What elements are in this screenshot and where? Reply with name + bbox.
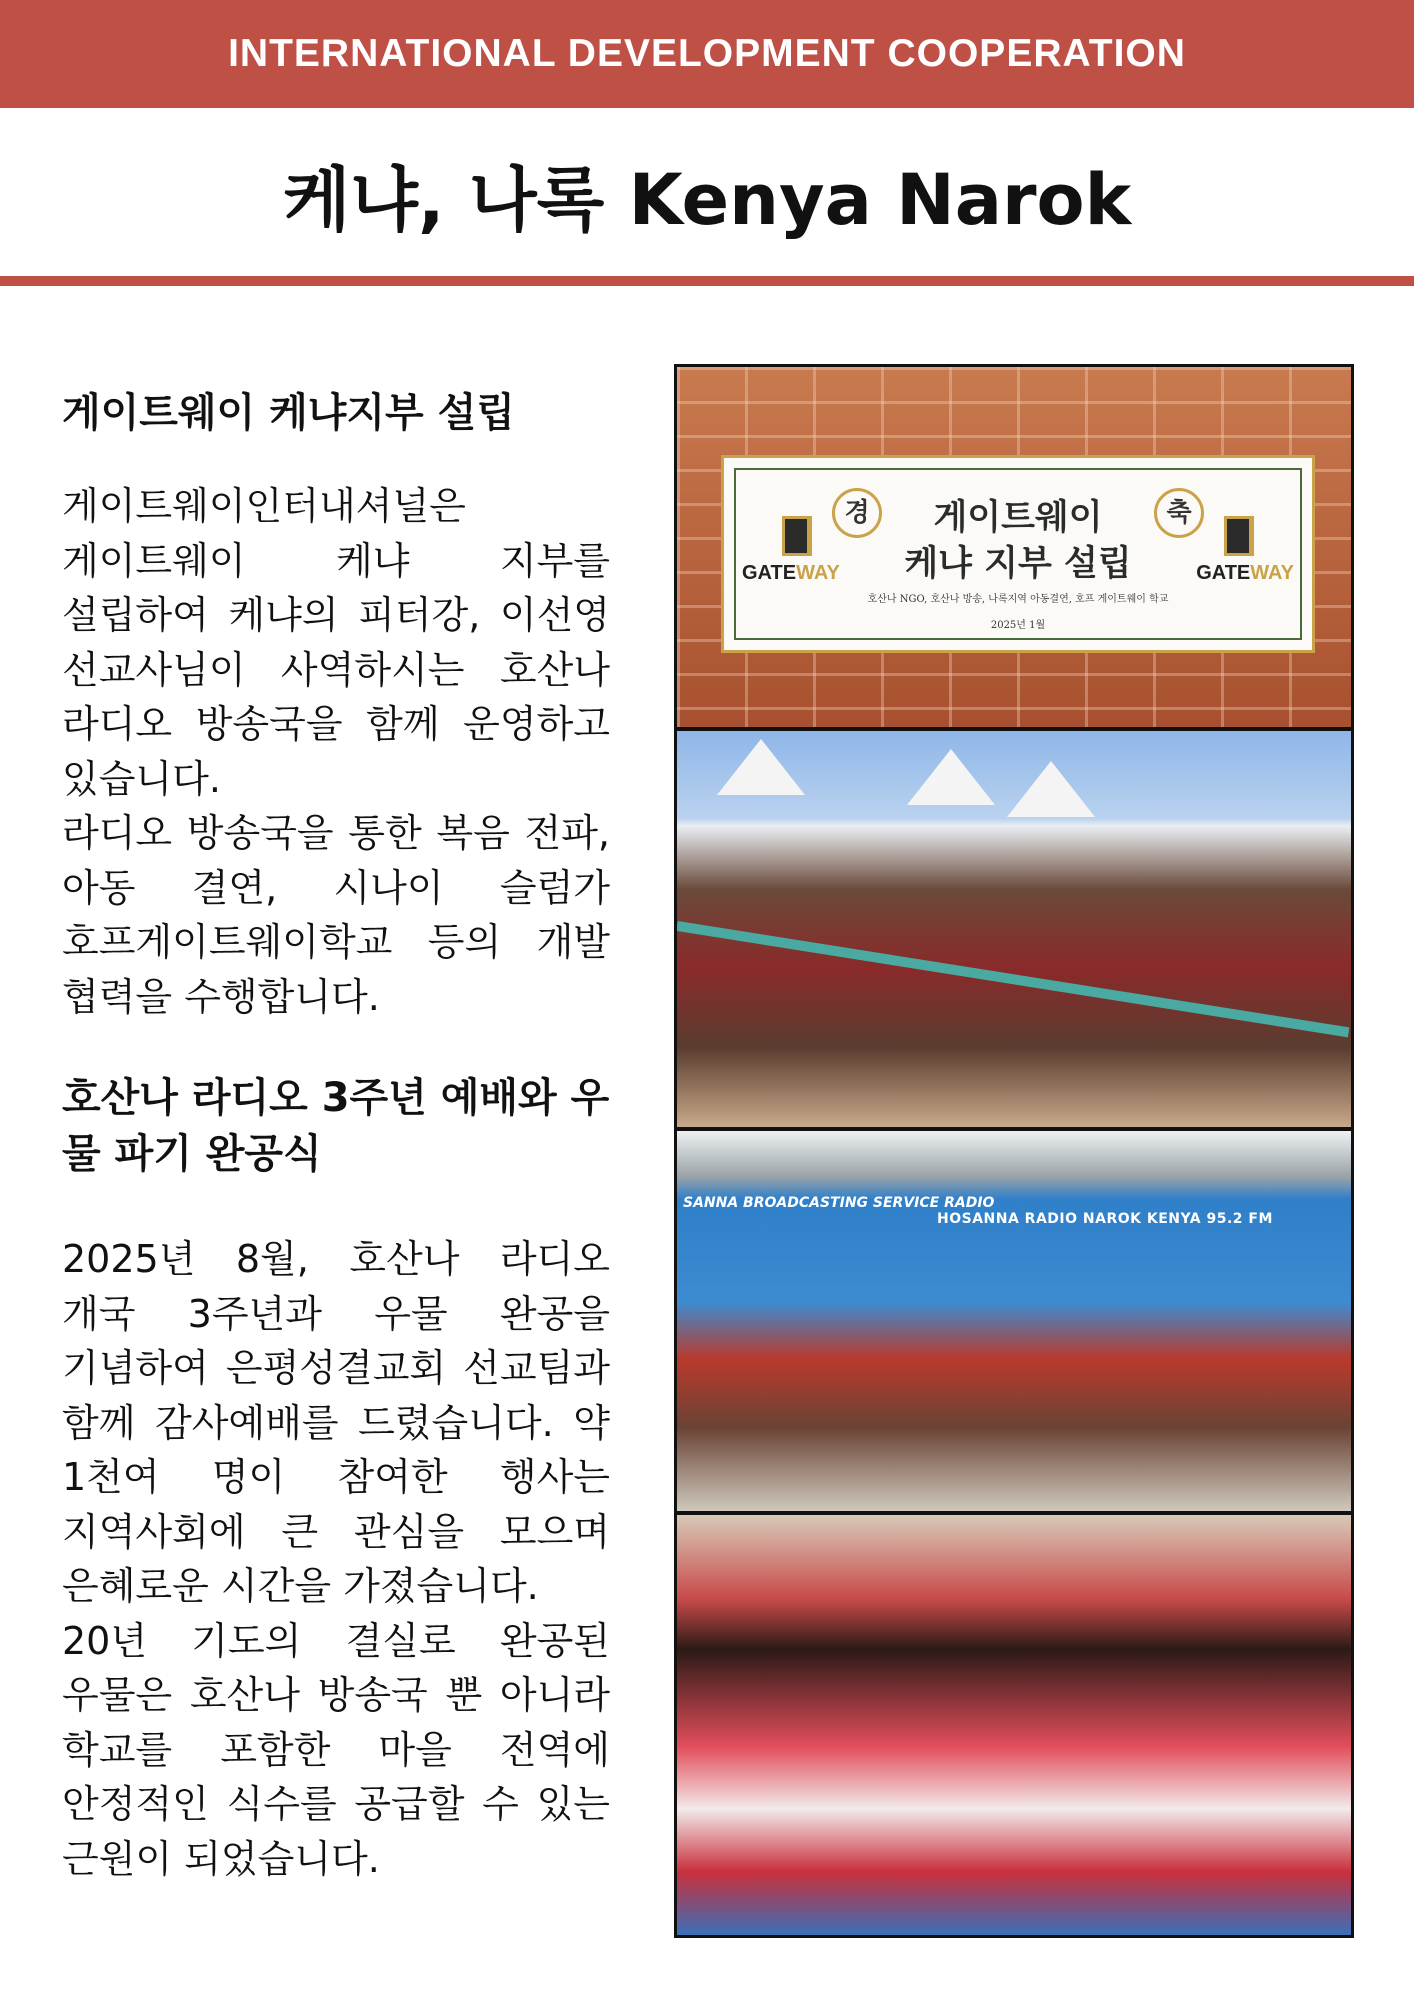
paragraph: 20년 기도의 결실로 완공된 우물은 호산나 방송국 뿐 아니라 학교를 포함한 마을 전역에 안정적인 식수를 공급할 수 있는 근원이 되었습니다. [62,1618,610,1881]
tent-shape [717,739,805,795]
tent-shape [1007,761,1095,817]
banner-date: 2025년 1월 [990,620,1046,631]
banner-line-2: 케냐 지부 설립 [904,543,1132,584]
seal-left: 경 [832,488,882,538]
gateway-door-icon [1224,516,1254,556]
photo-ribbon-cutting [677,731,1351,1127]
banner-text: INTERNATIONAL DEVELOPMENT COOPERATION [228,32,1186,75]
seal-right: 축 [1154,488,1204,538]
station-sign: HOSANNA RADIO NAROK KENYA 95.2 FM [937,1211,1273,1227]
section-heading-anniversary: 호산나 라디오 3주년 예배와 우물 파기 완공식 [62,1075,610,1177]
paragraph: 2025년 8월, 호산나 라디오 개국 3주년과 우물 완공을 기념하여 은평성결교회 선교팀과 함께 감사예배를 드렸습니다. 약 1천여 명이 참여한 행사는 지역사회에 큰 관심을 모으며 은혜로운 시간을 가졌습니다. [62,1237,610,1608]
gateway-logo-right: GATEWAY [1196,562,1294,584]
ceremony-ribbon [677,921,1349,1037]
gateway-door-icon [782,516,812,556]
banner-subline: 호산나 NGO, 호산나 방송, 나록지역 아동결연, 호프 게이트웨이 학교 [867,594,1169,605]
page-title: 케냐, 나록 Kenya Narok [282,159,1132,241]
section-heading-branch: 게이트웨이 케냐지부 설립 [62,390,515,436]
article-column [62,385,610,1886]
paragraph: 라디오 방송국을 통한 복음 전파, 아동 결연, 시나이 슬럼가 호프게이트웨이학교 등의 개발 협력을 수행합니다. [62,811,610,1019]
paragraph: 게이트웨이인터내셔널은 게이트웨이 케냐 지부를 설립하여 케냐의 피터강, 이선영 선교사님이 사역하시는 호산나 라디오 방송국을 함께 운영하고 있습니다. [62,484,610,801]
station-sign-left: SANNA BROADCASTING SERVICE RADIO [683,1195,995,1211]
photo-branch-banner [677,367,1351,727]
celebration-banner [721,455,1315,653]
photo-collage [674,364,1354,1938]
photo-maasai-women [677,1515,1351,1935]
top-banner [0,0,1414,108]
banner-line-1: 게이트웨이 [933,497,1103,538]
tent-shape [907,749,995,805]
gateway-logo-left: GATEWAY [742,562,840,584]
photo-group-station [677,1131,1351,1511]
title-divider [0,276,1414,286]
